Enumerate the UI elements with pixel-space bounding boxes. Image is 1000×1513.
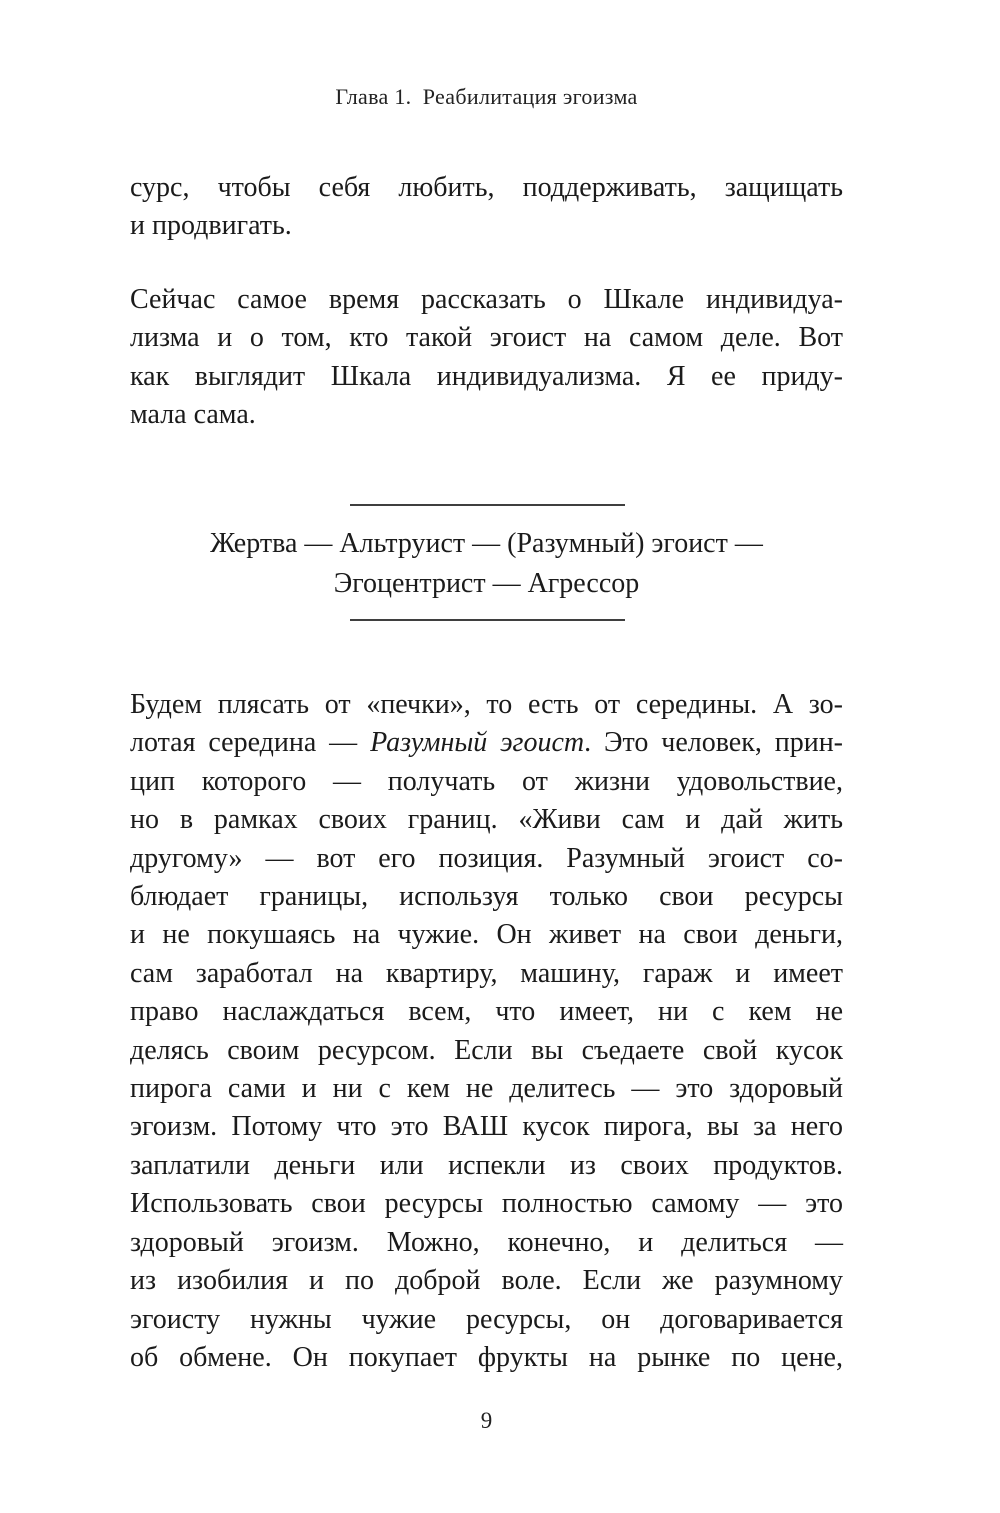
text-line: и продвигать. — [130, 210, 292, 242]
text-line: пирога сами и ни с кем не делитесь — это здоровый — [130, 1073, 843, 1105]
text-line: и не покушаясь на чужие. Он живет на свои деньги, — [130, 919, 843, 951]
text-line: но в рамках своих границ. «Живи сам и дай жить — [130, 804, 843, 836]
text-line: другому» — вот его позиция. Разумный эгоист со- — [130, 842, 843, 874]
text-line: сам заработал на квартиру, машину, гараж и имеет — [130, 957, 843, 989]
text-line: здоровый эгоизм. Можно, конечно, и делиться — — [130, 1226, 843, 1258]
individualism-scale — [130, 524, 843, 604]
text-line: цип которого — получать от жизни удовольствие, — [130, 765, 843, 797]
text-line: Жертва — Альтруист — (Разумный) эгоист — — [210, 528, 763, 559]
text-line: блюдает границы, используя только свои ресурсы — [130, 881, 843, 913]
paragraph — [130, 281, 843, 435]
text-line: лизма и о том, кто такой эгоист на самом деле. Вот — [130, 322, 843, 354]
text-line: Эгоцентрист — Агрессор — [333, 568, 640, 599]
text-line: Использовать свои ресурсы полностью самому — это — [130, 1188, 843, 1220]
text-line: лотая середина — Разумный эгоист. Это человек, прин- — [130, 727, 844, 759]
chapter-header: Глава 1. Реабилитация эгоизма — [335, 84, 638, 109]
text-line: сурс, чтобы себя любить, поддерживать, защищать — [130, 172, 843, 203]
text-line: об обмене. Он покупает фрукты на рынке по цене, — [130, 1341, 843, 1373]
text-line: из изобилия и по доброй воле. Если же разумному — [130, 1265, 843, 1297]
paragraph — [130, 686, 843, 1377]
text-line: делясь своим ресурсом. Если вы съедаете свой кусок — [130, 1034, 843, 1066]
scale-divider-bottom — [350, 619, 625, 621]
text-line: мала сама. — [130, 399, 256, 431]
text-line: Будем плясать от «печки», то есть от середины. А зо- — [130, 689, 843, 720]
text-line: как выглядит Шкала индивидуализма. Я ее приду- — [130, 360, 843, 392]
text-line: Сейчас самое время рассказать о Шкале индивидуа- — [130, 284, 843, 315]
text-line: заплатили деньги или испекли из своих продуктов. — [130, 1149, 843, 1181]
text-line: право наслаждаться всем, что имеет, ни с кем не — [130, 996, 843, 1028]
text-line: эгоисту нужны чужие ресурсы, он договаривается — [130, 1303, 843, 1335]
text-line: эгоизм. Потому что это ВАШ кусок пирога, вы за него — [130, 1111, 843, 1143]
scale-divider-top — [350, 504, 625, 506]
page-number: 9 — [480, 1408, 493, 1433]
paragraph — [130, 169, 843, 246]
